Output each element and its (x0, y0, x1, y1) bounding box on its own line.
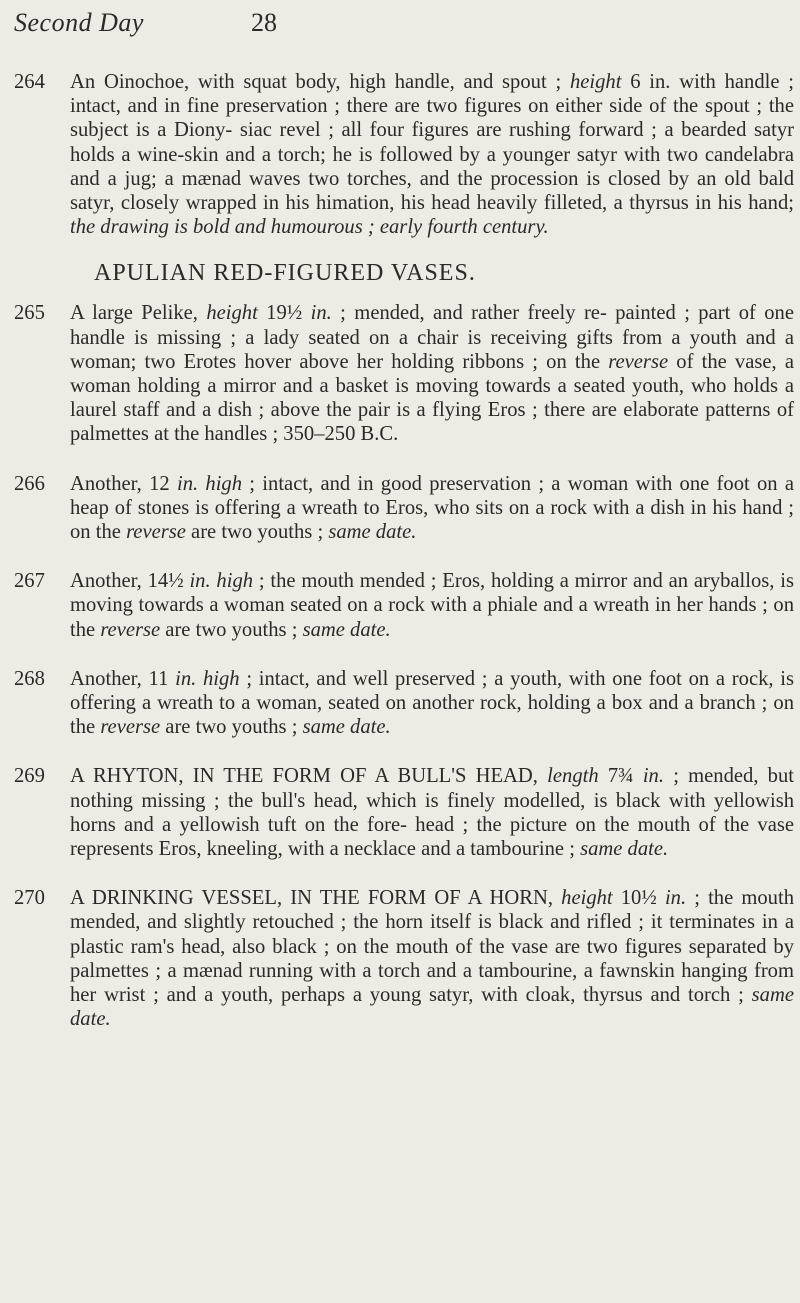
italic-phrase: reverse (608, 350, 669, 373)
text-run: are two youths ; (160, 716, 303, 739)
italic-phrase: reverse (100, 716, 161, 739)
section-heading: APULIAN RED-FIGURED VASES. (94, 260, 476, 287)
text-run: ; mended, and rather freely re- painted ; part of one handle is missing ; a lady seated on a chair is receiving gifts from a youth and a woman; two Erotes hover above her holding ribbons ; on the (70, 302, 794, 373)
text-run: are two youths ; (160, 618, 303, 641)
catalogue-entry-265 (14, 301, 794, 446)
text-run: 6 in. with handle ; intact, and in fine preservation ; there are two figures on either side of the spout ; the subject is a Diony- siac revel ; all four figures are rushing forward ; a bearded satyr holds a wine-skin and a torch; he is followed by a younger satyr with two candelabra and a jug; a mænad waves two torches, and the procession is closed by an old bald satyr, closely wrapped in his himation, his head heavily filleted, a thyrsus in his hand; (70, 71, 795, 215)
italic-phrase: height (569, 71, 622, 93)
running-title: Second Day (14, 8, 144, 37)
lot-description (70, 301, 794, 446)
lot-number: 267 (14, 570, 45, 593)
text-run: ; intact, and in good preservation ; a woman with one foot on a heap of stones is offering a wreath to Eros, who sits on a rock with a dish in his hand ; on the (70, 472, 794, 544)
text-run: Another, 12 (70, 472, 177, 495)
italic-phrase: in. high (189, 570, 254, 593)
text-run: ; mended, but nothing missing ; the bull's head, which is finely modelled, is black with yellowish horns and a yellowish tuft on the fore- head ; the picture on the mouth of the vase represents Eros, kneeling, with a necklace and a tambourine ; (70, 765, 794, 861)
lot-number: 268 (14, 667, 45, 690)
text-run: ; intact, and well preserved ; a youth, with one foot on a rock, is offering a wreath to a woman, seated on another rock, holding a box and a branch ; on the (70, 667, 794, 739)
catalogue-entry-269 (14, 764, 794, 861)
text-run: 19½ (257, 302, 311, 325)
italic-phrase: reverse (126, 521, 186, 544)
lot-description (70, 764, 794, 861)
lot-description (70, 886, 794, 1031)
text-run: Another, 14½ (70, 570, 190, 593)
italic-phrase: in. high (176, 472, 243, 495)
text-run: ; the mouth mended, and slightly retouched ; the horn itself is black and rifled ; it terminates in a plastic ram's head, also black ; on the mouth of the vase are two figures separated by palmettes ; a mænad running with a torch and a tambourine, a fawnskin hanging from her wrist ; and a youth, perhaps a young satyr, with cloak, thyrsus and torch ; (70, 887, 794, 1007)
italic-phrase: in. (664, 887, 687, 910)
lot-number: 269 (14, 765, 45, 788)
text-run: 7¾ (598, 765, 643, 788)
italic-phrase: same date. (70, 984, 794, 1031)
lot-description (70, 472, 794, 545)
lot-description (70, 569, 794, 642)
text-run: A large Pelike, (70, 302, 207, 325)
italic-phrase: same date. (580, 838, 669, 861)
page-header (14, 8, 780, 44)
text-run: An Oinochoe, with squat body, high handle, and spout ; (70, 71, 570, 93)
catalogue-entry-270 (14, 886, 794, 1031)
italic-phrase: same date. (302, 716, 391, 739)
italic-phrase: same date. (328, 521, 417, 544)
lot-description (70, 70, 794, 239)
catalogue-entry-267 (14, 569, 794, 642)
lot-number: 264 (14, 71, 45, 93)
catalogue-entry-266 (14, 472, 794, 545)
page-number: 28 (251, 8, 277, 37)
entries-before-heading (14, 70, 794, 239)
catalogue-entries (14, 70, 794, 1057)
italic-phrase: height (206, 302, 258, 325)
italic-phrase: length (547, 765, 599, 788)
catalogue-entry-268 (14, 667, 794, 740)
lot-number: 270 (14, 887, 45, 910)
text-run: are two youths ; (185, 521, 329, 544)
italic-phrase: reverse (100, 618, 161, 641)
italic-phrase: same date. (302, 618, 391, 641)
italic-phrase: the drawing is bold and humourous ; early fourth century. (70, 216, 549, 239)
entries-after-heading (14, 301, 794, 1031)
text-run: A RHYTON, IN THE FORM OF A BULL'S HEAD, (70, 765, 548, 788)
lot-number: 265 (14, 302, 45, 325)
text-run: Another, 11 (70, 667, 176, 690)
italic-phrase: height (561, 887, 613, 910)
lot-description (70, 667, 794, 740)
italic-phrase: in. (642, 765, 664, 788)
text-run: A DRINKING VESSEL, IN THE FORM OF A HORN, (70, 887, 562, 910)
lot-number: 266 (14, 472, 45, 495)
italic-phrase: in. (310, 302, 332, 325)
italic-phrase: in. high (175, 667, 240, 690)
text-run: of the vase, a woman holding a mirror and a basket is moving towards a seated youth, who holds a laurel staff and a dish ; above the pair is a flying Eros ; there are elaborate patterns of palmettes at the handles ; 350–250 B.C. (70, 350, 794, 446)
text-run: ; the mouth mended ; Eros, holding a mirror and an aryballos, is moving towards a woman seated on a rock with a phiale and a wreath in her hands ; on the (70, 570, 794, 641)
text-run: 10½ (612, 887, 665, 910)
catalogue-entry-264 (14, 70, 794, 239)
